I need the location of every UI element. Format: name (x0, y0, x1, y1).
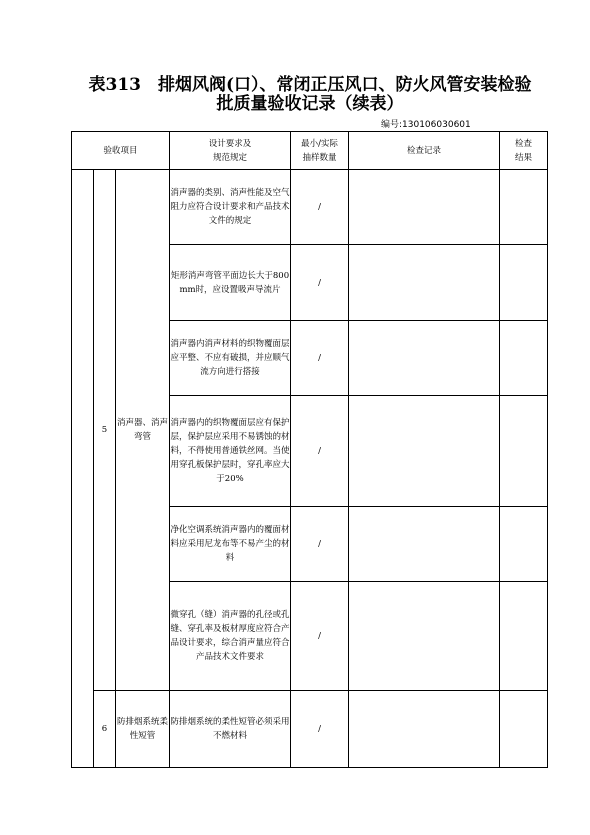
header-result: 检查 结果 (500, 132, 548, 170)
requirement-cell: 净化空调系统消声器内的覆面材料应采用尼龙布等不易产尘的材料 (170, 507, 291, 582)
inspection-record-cell[interactable] (349, 245, 500, 321)
sample-count-cell[interactable]: / (291, 245, 349, 321)
inspection-record-cell[interactable] (349, 170, 500, 245)
sample-count-cell[interactable]: / (291, 507, 349, 582)
inspection-table (71, 131, 548, 768)
header-item: 验收项目 (72, 132, 170, 170)
group-number: 6 (94, 691, 116, 768)
inspection-result-cell[interactable] (500, 582, 548, 691)
sample-count-cell[interactable]: / (291, 582, 349, 691)
requirement-cell: 消声器的类别、消声性能及空气阻力应符合设计要求和产品技术文件的规定 (170, 170, 291, 245)
sample-count-cell[interactable]: / (291, 396, 349, 507)
group-category: 消声器、消声弯管 (116, 170, 170, 691)
header-spec: 设计要求及 规范规定 (170, 132, 291, 170)
sample-count-cell[interactable]: / (291, 691, 349, 768)
inspection-record-cell[interactable] (349, 582, 500, 691)
requirement-cell: 消声器内消声材料的织物覆面层应平整、不应有破损，并应顺气流方向进行搭接 (170, 321, 291, 396)
inspection-record-cell[interactable] (349, 396, 500, 507)
inspection-record-cell[interactable] (349, 691, 500, 768)
inspection-result-cell[interactable] (500, 321, 548, 396)
form-title-line1: 表313 排烟风阀(口）、常闭正压风口、防火风管安装检验 (88, 75, 532, 95)
group-number: 5 (94, 170, 116, 691)
requirement-cell: 微穿孔（缝）消声器的孔径或孔缝、穿孔率及板材厚度应符合产品设计要求，综合消声量应符合产品技术文件要求 (170, 582, 291, 691)
table-row (72, 691, 548, 768)
sample-count-cell[interactable]: / (291, 321, 349, 396)
header-sample: 最小/实际 抽样数量 (291, 132, 349, 170)
inspection-record-cell[interactable] (349, 507, 500, 582)
table-row (72, 170, 548, 245)
form-title-line2: 批质量验收记录（续表） (216, 94, 404, 114)
inspection-result-cell[interactable] (500, 396, 548, 507)
inspection-result-cell[interactable] (500, 170, 548, 245)
document-number: 编号:130106030601 (381, 120, 471, 130)
requirement-cell: 消声器内的织物覆面层应有保护层，保护层应采用不易锈蚀的材料，不得使用普通铁丝网。当使用穿孔板保护层时，穿孔率应大于20% (170, 396, 291, 507)
requirement-cell: 防排烟系统的柔性短管必须采用不燃材料 (170, 691, 291, 768)
sample-count-cell[interactable]: / (291, 170, 349, 245)
outer-margin-cell (72, 170, 94, 768)
group-category: 防排烟系统柔性短管 (116, 691, 170, 768)
inspection-result-cell[interactable] (500, 507, 548, 582)
inspection-record-cell[interactable] (349, 321, 500, 396)
inspection-result-cell[interactable] (500, 691, 548, 768)
header-record: 检查记录 (349, 132, 500, 170)
requirement-cell: 矩形消声弯管平面边长大于800mm时，应设置吸声导流片 (170, 245, 291, 321)
table-header-row (72, 132, 548, 170)
inspection-result-cell[interactable] (500, 245, 548, 321)
